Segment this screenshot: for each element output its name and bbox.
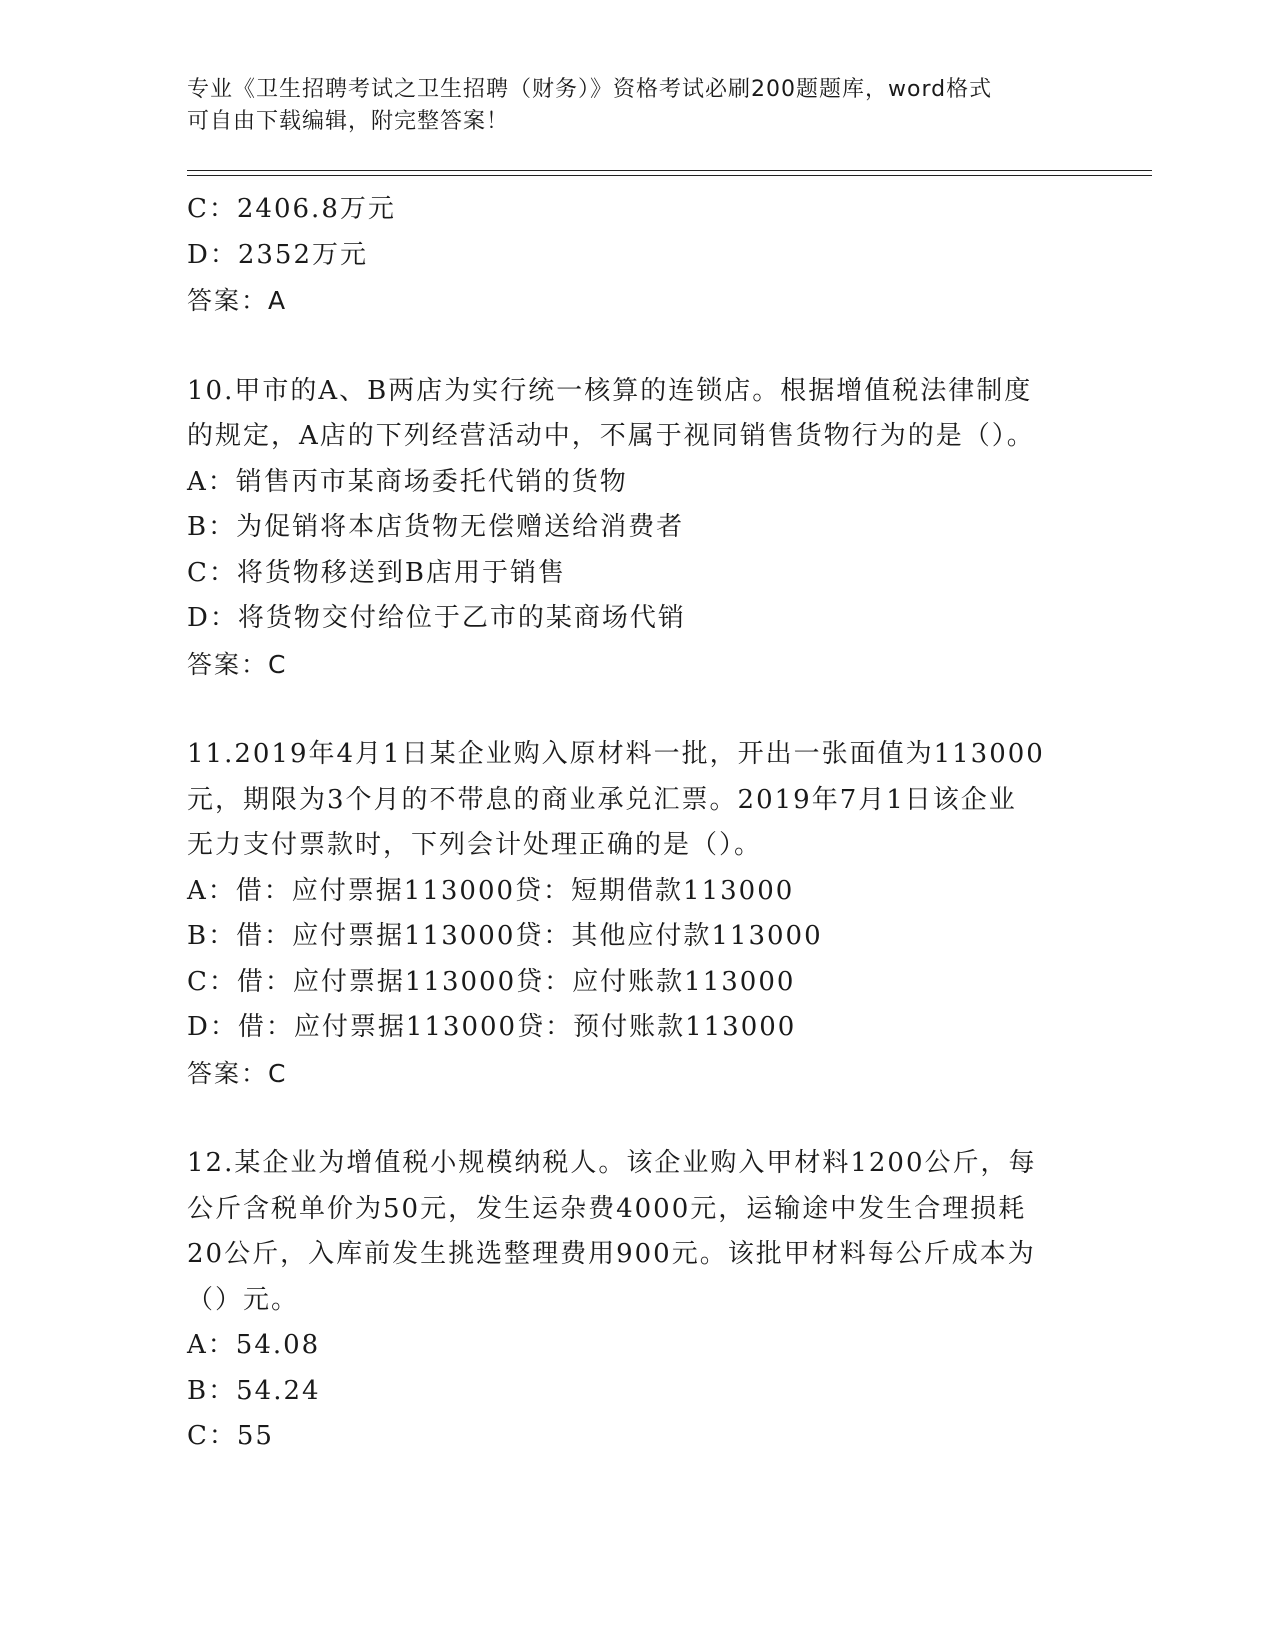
question-11 (187, 732, 1087, 1096)
header-title-line-2: 可自由下载编辑，附完整答案！ (187, 109, 510, 134)
header-title-line-1: 专业《卫生招聘考试之卫生招聘（财务）》资格考试必刷200题题库，word格式 (187, 77, 993, 102)
q9-answer: 答案：A (187, 286, 288, 315)
spacer (187, 687, 1087, 732)
q12-stem-line-1: 12.某企业为增值税小规模纳税人。该企业购入甲材料1200公斤，每 (187, 1148, 1037, 1178)
q10-stem-line-1: 10.甲市的A、B两店为实行统一核算的连锁店。根据增值税法律制度 (187, 375, 1033, 406)
q10-option-c: C：将货物移送到B店用于销售 (187, 557, 567, 588)
q10-stem-line-2: 的规定，A店的下列经营活动中，不属于视同销售货物行为的是（）。 (187, 421, 1035, 451)
q12-stem-line-2: 公斤含税单价为50元，发生运杂费4000元，运输途中发生合理损耗 (187, 1193, 1027, 1224)
q11-answer: 答案：C (187, 1058, 288, 1088)
q11-option-c: C：借：应付票据113000贷：应付账款113000 (187, 966, 796, 997)
question-9-tail (187, 187, 1087, 324)
q12-stem-line-4: （）元。 (187, 1284, 300, 1315)
q11-stem-line-2: 元，期限为3个月的不带息的商业承兑汇票。2019年7月1日该企业 (187, 784, 1017, 815)
q10-answer: 答案：C (187, 649, 288, 679)
spacer (187, 1096, 1087, 1141)
q11-stem-line-1: 11.2019年4月1日某企业购入原材料一批，开出一张面值为113000 (187, 739, 1045, 769)
q12-option-b: B：54.24 (187, 1375, 321, 1406)
q12-stem-line-3: 20公斤，入库前发生挑选整理费用900元。该批甲材料每公斤成本为 (187, 1239, 1036, 1269)
q11-option-b: B：借：应付票据113000贷：其他应付款113000 (187, 921, 823, 951)
q11-stem-line-3: 无力支付票款时，下列会计处理正确的是（）。 (187, 830, 763, 860)
q10-option-a: A：销售丙市某商场委托代销的货物 (187, 466, 628, 497)
q9-option-d: D：2352万元 (187, 239, 369, 270)
q10-option-b: B：为促销将本店货物无偿赠送给消费者 (187, 512, 685, 542)
page-header (187, 74, 1067, 138)
spacer (187, 324, 1087, 369)
q12-option-c: C：55 (187, 1421, 274, 1451)
question-10 (187, 369, 1087, 688)
q12-option-a: A：54.08 (187, 1330, 321, 1360)
q11-option-a: A：借：应付票据113000贷：短期借款113000 (187, 875, 795, 906)
q11-option-d: D：借：应付票据113000贷：预付账款113000 (187, 1012, 797, 1042)
header-rule-top (187, 170, 1152, 171)
q9-option-c: C：2406.8万元 (187, 194, 396, 224)
q10-option-d: D：将货物交付给位于乙市的某商场代销 (187, 603, 686, 633)
document-body (187, 187, 1087, 1460)
header-rule-bottom (187, 175, 1152, 176)
question-12 (187, 1141, 1087, 1460)
